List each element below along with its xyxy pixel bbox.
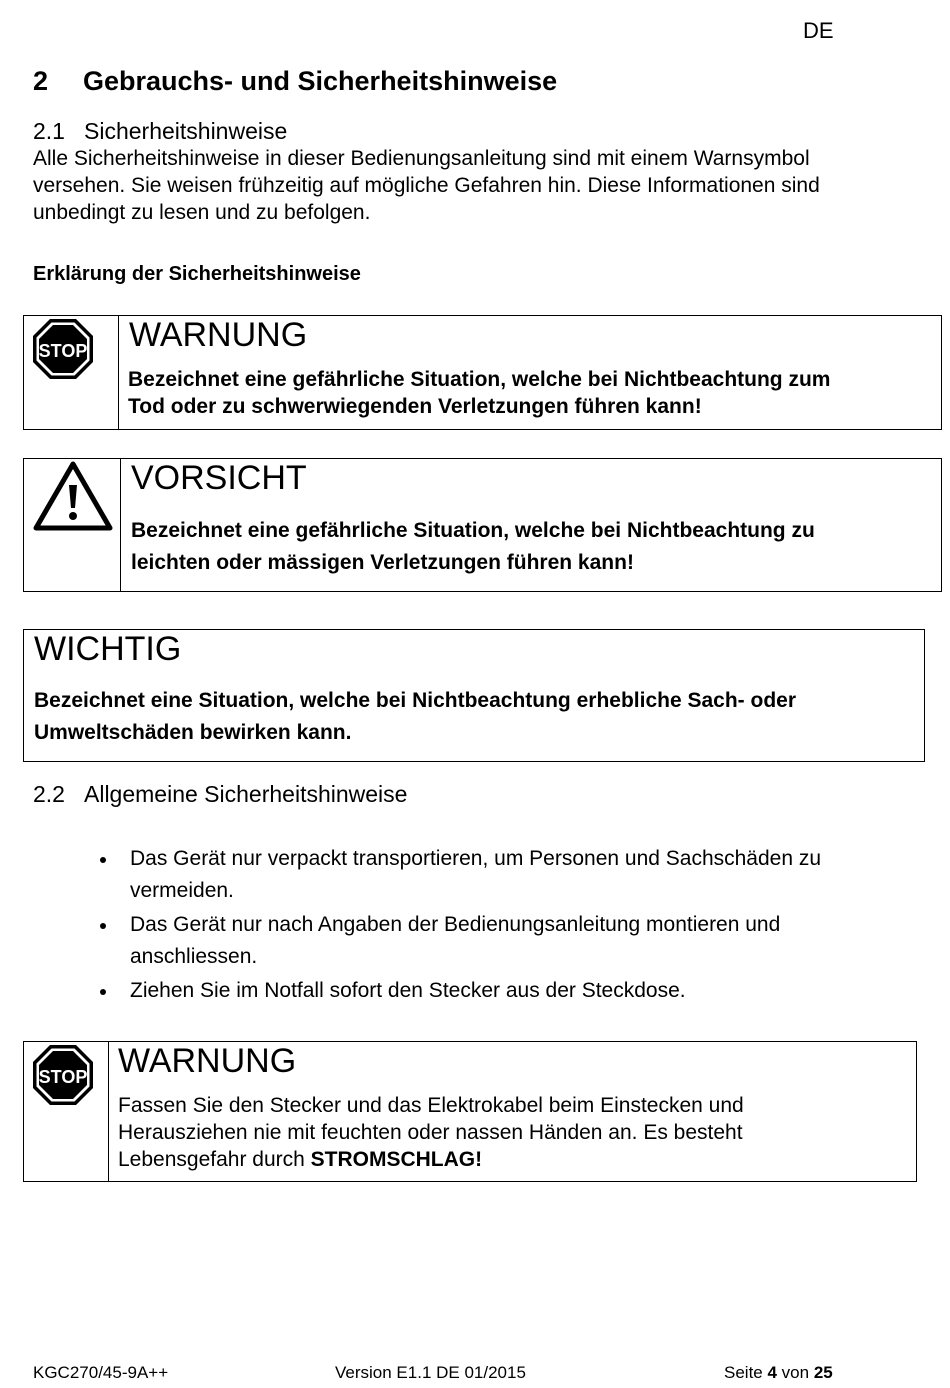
explanation-heading: Erklärung der Sicherheitshinweise — [33, 263, 361, 285]
page-current: 4 — [767, 1363, 777, 1382]
page-label: Seite — [724, 1363, 768, 1382]
footer-model: KGC270/45-9A++ — [33, 1363, 169, 1382]
section-heading-2-2 — [33, 781, 407, 808]
list-item — [33, 843, 913, 907]
notice-title: WARNUNG — [118, 1042, 297, 1080]
section-number: 2 — [33, 66, 49, 96]
warning-notice-box — [23, 315, 942, 430]
list-item-line: vermeiden. — [130, 879, 234, 902]
section-heading-2 — [33, 66, 557, 97]
footer-version: Version E1.1 DE 01/2015 — [335, 1363, 526, 1382]
section-title: Sicherheitshinweise — [84, 118, 288, 144]
footer-page-number — [724, 1363, 833, 1383]
warning-notice-box-2 — [23, 1041, 917, 1182]
notice-line — [118, 1146, 744, 1173]
page-total: 25 — [813, 1363, 833, 1382]
list-item — [33, 975, 913, 1007]
bullet-icon — [100, 923, 106, 929]
icon-cell — [24, 459, 121, 591]
stop-sign-icon — [32, 318, 94, 380]
list-item — [33, 909, 913, 973]
section-number: 2.2 — [33, 781, 65, 807]
intro-line: versehen. Sie weisen frühzeitig auf mögliche Gefahren hin. Diese Informationen sind — [33, 174, 820, 197]
bullet-icon — [100, 857, 106, 863]
list-item-line: Ziehen Sie im Notfall sofort den Stecker aus der Steckdose. — [130, 979, 686, 1002]
warning-triangle-icon — [33, 461, 113, 531]
notice-emphasis: STROMSCHLAG! — [310, 1148, 483, 1171]
section-number: 2.1 — [33, 118, 65, 144]
bullet-list — [33, 843, 913, 1007]
stop-sign-text: STOP — [38, 1067, 88, 1087]
section-title: Gebrauchs- und Sicherheitshinweise — [83, 66, 558, 96]
notice-title: WARNUNG — [129, 316, 308, 354]
section-heading-2-1 — [33, 118, 287, 145]
list-item-line: Das Gerät nur nach Angaben der Bedienungsanleitung montieren und — [130, 913, 781, 936]
notice-line: Tod oder zu schwerwiegenden Verletzungen führen kann! — [128, 395, 702, 418]
stop-sign-text: STOP — [38, 341, 88, 361]
notice-line: Bezeichnet eine gefährliche Situation, welche bei Nichtbeachtung zu — [131, 519, 815, 542]
notice-text — [34, 685, 796, 749]
bullet-icon — [100, 989, 106, 995]
page-separator: von — [776, 1363, 814, 1382]
list-item-line: anschliessen. — [130, 945, 258, 968]
notice-line: Bezeichnet eine gefährliche Situation, welche bei Nichtbeachtung zum — [128, 368, 831, 391]
notice-line: Fassen Sie den Stecker und das Elektrokabel beim Einstecken und — [118, 1094, 744, 1117]
intro-paragraph — [33, 145, 913, 226]
notice-text — [128, 366, 830, 420]
notice-line: Herausziehen nie mit feuchten oder nassen Händen an. Es besteht — [118, 1121, 743, 1144]
stop-sign-icon — [32, 1044, 94, 1106]
notice-line: Bezeichnet eine Situation, welche bei Nichtbeachtung erhebliche Sach- oder — [34, 689, 796, 712]
notice-title: VORSICHT — [131, 459, 307, 497]
list-item-line: Das Gerät nur verpackt transportieren, um Personen und Sachschäden zu — [130, 847, 822, 870]
notice-line-prefix: Lebensgefahr durch — [118, 1148, 311, 1171]
intro-line: Alle Sicherheitshinweise in dieser Bedienungsanleitung sind mit einem Warnsymbol — [33, 147, 810, 170]
intro-line: unbedingt zu lesen und zu befolgen. — [33, 201, 371, 224]
caution-notice-box — [23, 458, 942, 592]
notice-line: Umweltschäden bewirken kann. — [34, 721, 352, 744]
icon-cell — [24, 1042, 109, 1181]
language-code: DE — [803, 18, 834, 43]
notice-text — [118, 1092, 744, 1173]
notice-title: WICHTIG — [34, 630, 182, 668]
notice-text — [131, 515, 815, 579]
section-title: Allgemeine Sicherheitshinweise — [84, 781, 408, 807]
important-notice-box — [23, 629, 925, 762]
notice-line: leichten oder mässigen Verletzungen führen kann! — [131, 551, 634, 574]
bullet-list-container — [33, 843, 913, 1009]
icon-cell — [24, 316, 119, 429]
